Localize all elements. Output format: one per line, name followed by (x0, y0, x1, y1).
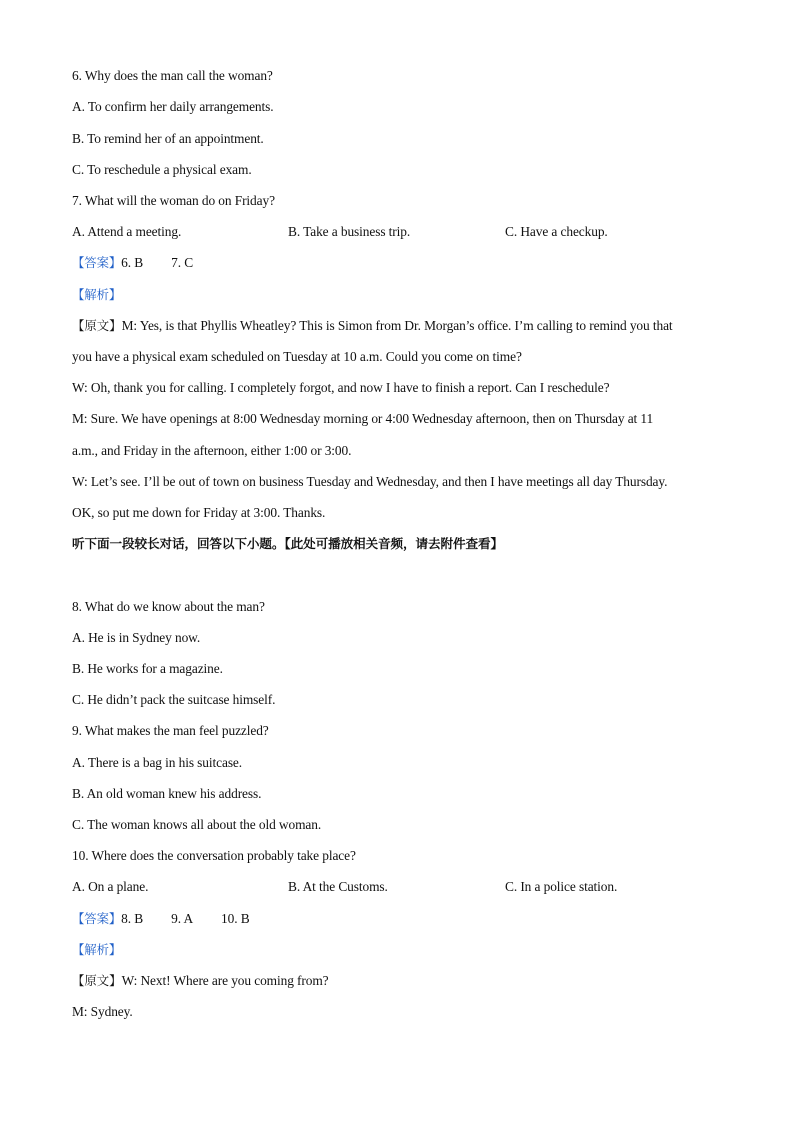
transcript-2-line-1 (72, 972, 329, 990)
transcript-2-line-2: M: Sydney. (72, 1004, 133, 1019)
question-7-option-c: C. Have a checkup. (505, 224, 608, 239)
analysis-block-2 (72, 941, 121, 959)
transcript-1-line-5: a.m., and Friday in the afternoon, either 1:00 or 3:00. (72, 443, 352, 458)
answer-6: 6. B (121, 255, 144, 270)
question-7-options (72, 223, 722, 241)
question-10-option-a: A. On a plane. (72, 879, 149, 894)
question-10-options (72, 878, 722, 896)
question-7-option-a: A. Attend a meeting. (72, 224, 182, 239)
answer-block-2 (72, 910, 250, 928)
question-10: 10. Where does the conversation probably take place? (72, 848, 356, 863)
question-6-option-c: C. To reschedule a physical exam. (72, 162, 252, 177)
question-9: 9. What makes the man feel puzzled? (72, 723, 269, 738)
transcript-1-line-1 (72, 317, 673, 335)
question-9-option-a: A. There is a bag in his suitcase. (72, 755, 243, 770)
question-10-option-b: B. At the Customs. (288, 879, 388, 894)
question-8-option-a: A. He is in Sydney now. (72, 630, 201, 645)
transcript-1-line-4: M: Sure. We have openings at 8:00 Wednesday morning or 4:00 Wednesday afternoon, then on Thursday at 11 (72, 411, 654, 426)
question-6-option-b: B. To remind her of an appointment. (72, 131, 264, 146)
question-7-option-b: B. Take a business trip. (288, 224, 411, 239)
transcript-2-text-1: W: Next! Where are you coming from? (121, 973, 329, 988)
answer-tag: 【答案】 (72, 255, 122, 270)
question-10-option-c: C. In a police station. (505, 879, 618, 894)
transcript-1-line-2: you have a physical exam scheduled on Tuesday at 10 a.m. Could you come on time? (72, 349, 522, 364)
question-7: 7. What will the woman do on Friday? (72, 193, 275, 208)
question-9-option-c: C. The woman knows all about the old woman. (72, 817, 322, 832)
analysis-tag: 【解析】 (72, 942, 122, 957)
question-9-option-b: B. An old woman knew his address. (72, 786, 262, 801)
transcript-1-text-1: M: Yes, is that Phyllis Wheatley? This is Simon from Dr. Morgan’s office. I’m calling to remind you that (121, 318, 673, 333)
listening-instruction: 听下面一段较长对话，回答以下小题。【此处可播放相关音频，请去附件查看】 (72, 536, 503, 551)
analysis-block-1 (72, 286, 121, 304)
answer-block-1 (72, 254, 193, 272)
question-8: 8. What do we know about the man? (72, 599, 265, 614)
answer-tag: 【答案】 (72, 911, 122, 926)
question-8-option-b: B. He works for a magazine. (72, 661, 223, 676)
answer-9: 9. A (171, 911, 194, 926)
transcript-1-line-6: W: Let’s see. I’ll be out of town on business Tuesday and Wednesday, and then I have meetings all day Thursday. (72, 474, 668, 489)
question-6: 6. Why does the man call the woman? (72, 68, 273, 83)
question-6-option-a: A. To confirm her daily arrangements. (72, 99, 274, 114)
analysis-tag: 【解析】 (72, 287, 122, 302)
question-8-option-c: C. He didn’t pack the suitcase himself. (72, 692, 276, 707)
transcript-1-line-3: W: Oh, thank you for calling. I completely forgot, and now I have to finish a report. Can I reschedule? (72, 380, 610, 395)
answer-8: 8. B (121, 911, 144, 926)
answer-7: 7. C (171, 255, 194, 270)
answer-10: 10. B (221, 911, 250, 926)
transcript-tag: 【原文】 (72, 973, 122, 988)
transcript-tag: 【原文】 (72, 318, 122, 333)
transcript-1-line-7: OK, so put me down for Friday at 3:00. Thanks. (72, 505, 326, 520)
